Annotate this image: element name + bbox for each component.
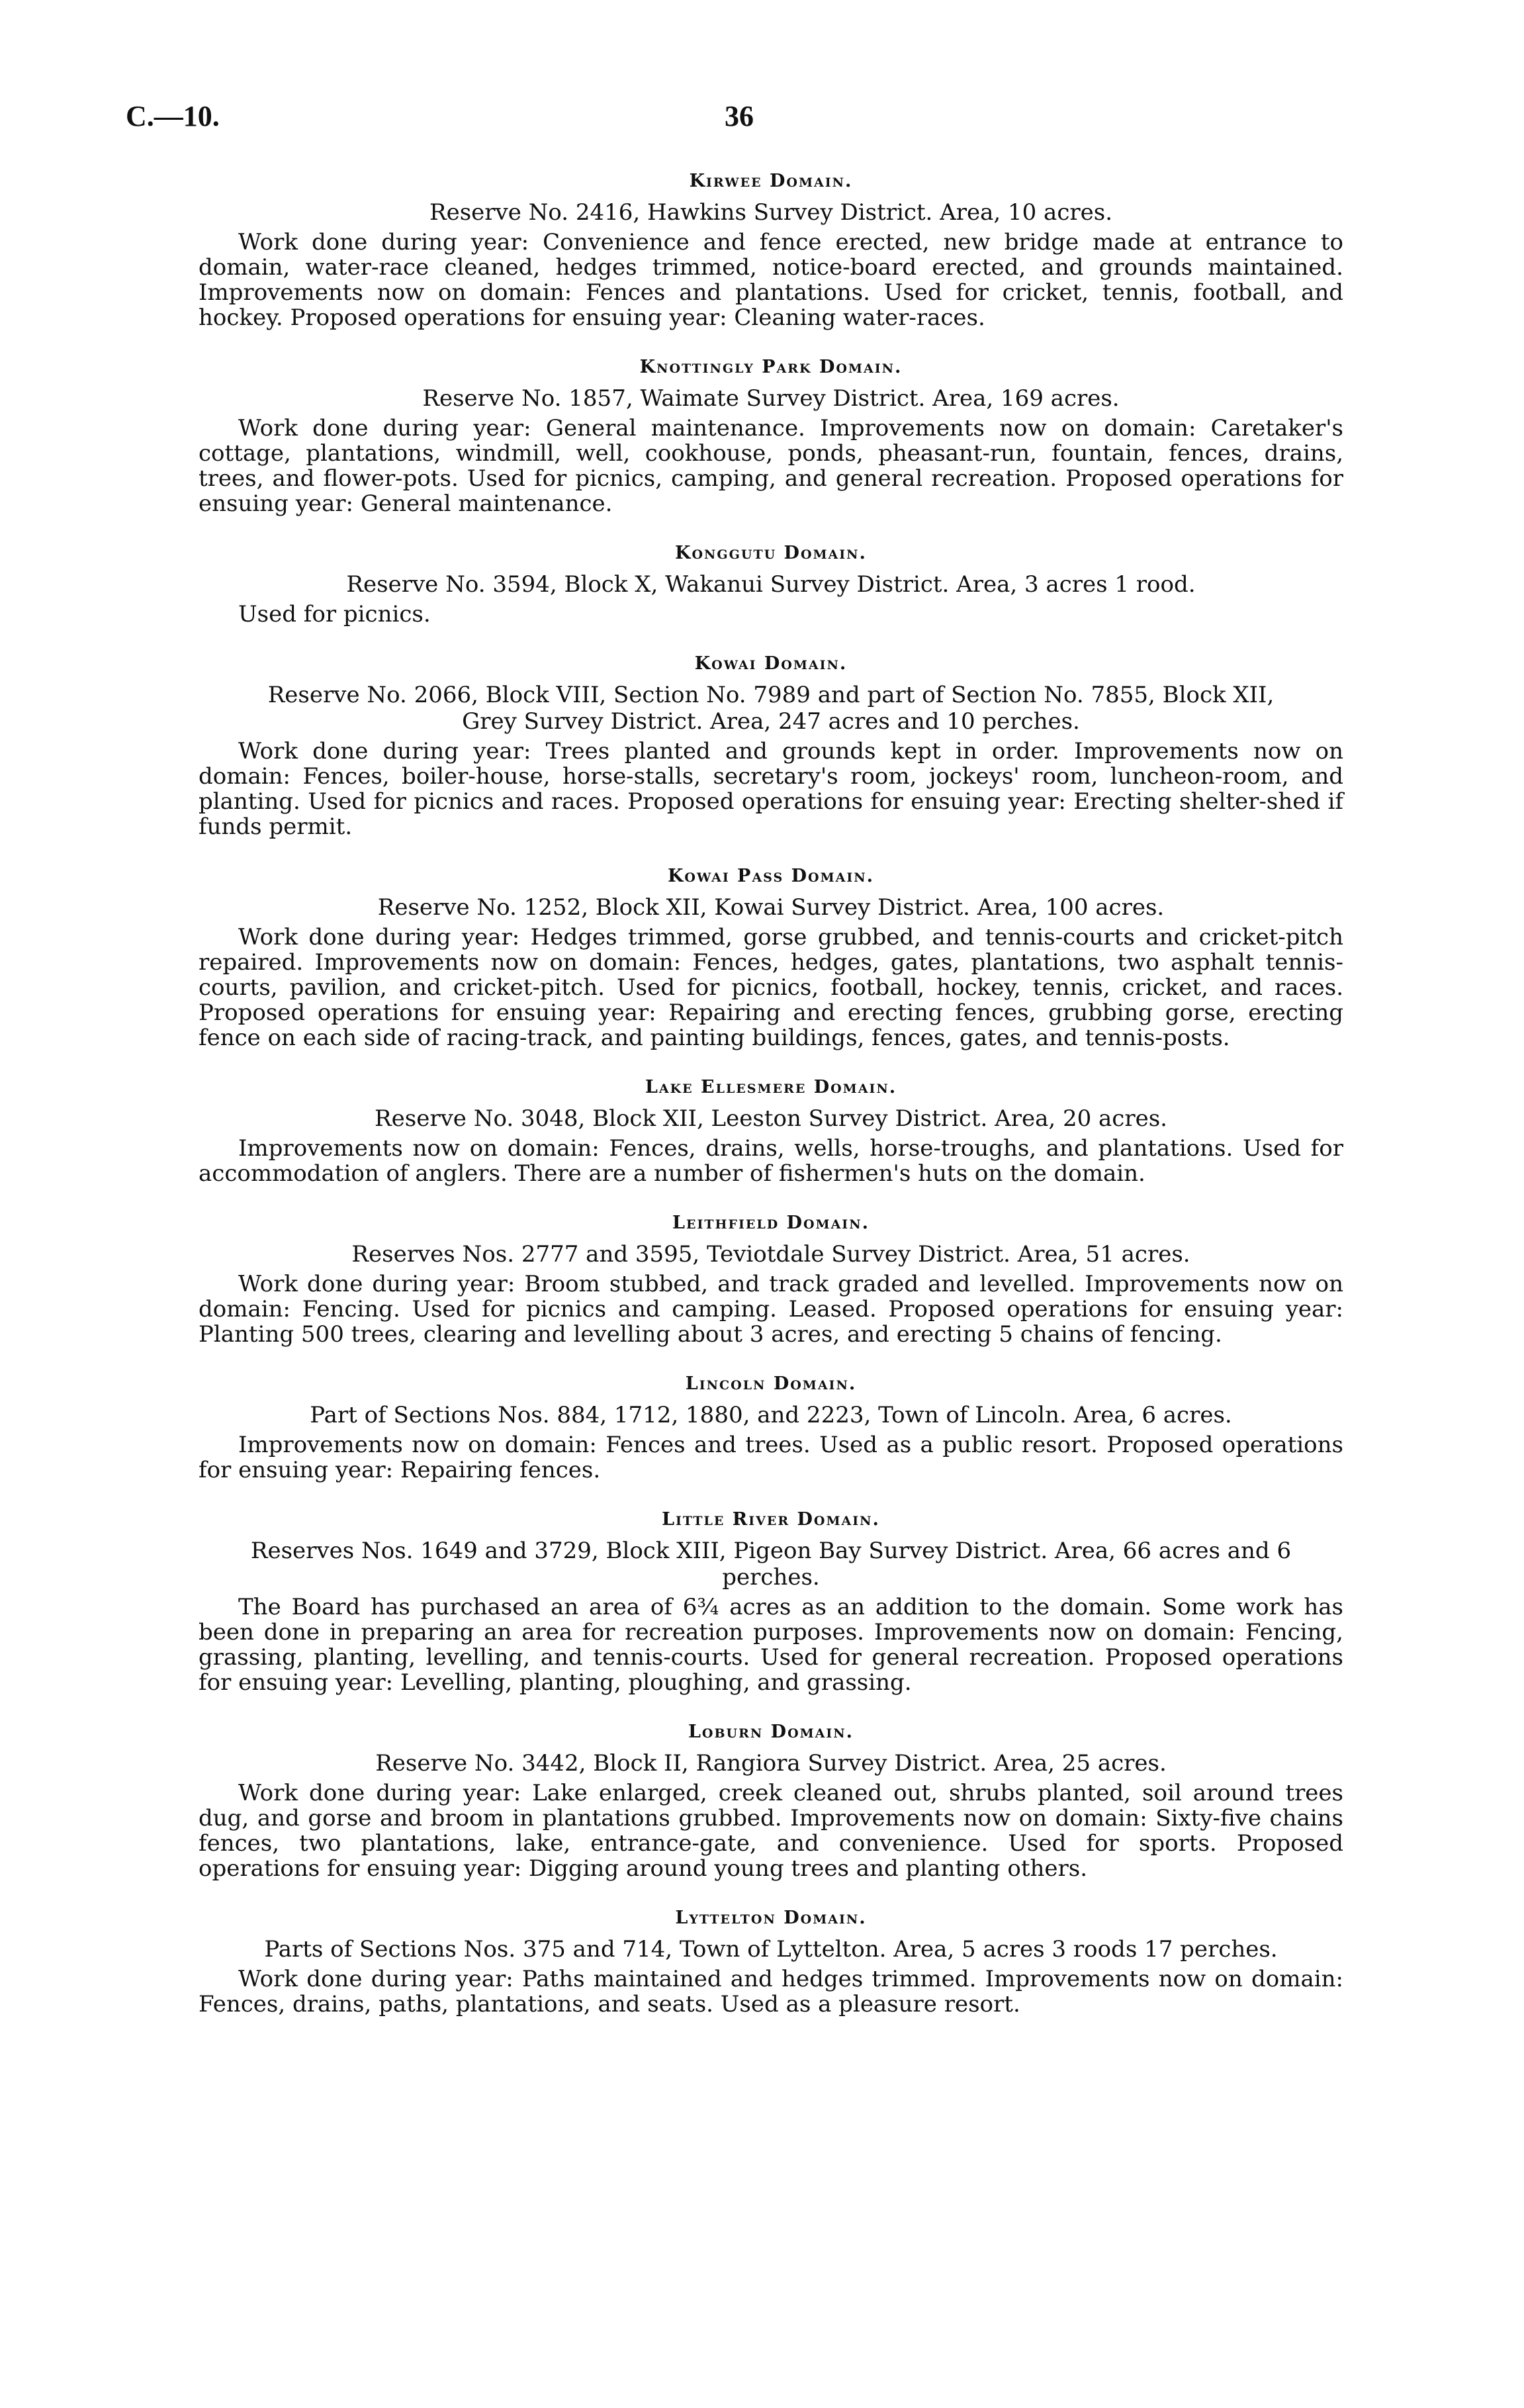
reserve-line: Reserves Nos. 2777 and 3595, Teviotdale Survey District. Area, 51 acres.	[351, 1241, 1190, 1268]
section-kirwee-domain	[199, 171, 1343, 330]
section-title: Kowai Pass Domain.	[667, 866, 875, 886]
page-content	[199, 171, 1343, 2043]
section-kowai-pass-domain	[199, 866, 1343, 1050]
reserve-line: Reserve No. 1252, Block XII, Kowai Survey District. Area, 100 acres.	[377, 894, 1165, 921]
section-title: Lyttelton Domain.	[675, 1908, 867, 1928]
section-title: Lake Ellesmere Domain.	[645, 1077, 897, 1097]
reserve-line: Reserve No. 2416, Hawkins Survey District. Area, 10 acres.	[429, 199, 1113, 226]
reserve-line: Part of Sections Nos. 884, 1712, 1880, and 2223, Town of Lincoln. Area, 6 acres.	[310, 1402, 1232, 1428]
reserve-line: Parts of Sections Nos. 375 and 714, Town of Lyttelton. Area, 5 acres 3 roods 17 perches.	[264, 1936, 1278, 1963]
section-text: Used for picnics.	[238, 601, 431, 627]
page-number: 36	[725, 100, 754, 132]
section-title: Konggutu Domain.	[675, 543, 867, 563]
section-lincoln-domain	[199, 1373, 1343, 1483]
section-text: Improvements now on domain: Fences and trees. Used as a public resort. Proposed operations for ensuing year: Repairing fences.	[199, 1432, 1343, 1483]
document-code: C.—10.	[126, 100, 220, 132]
section-title: Knottingly Park Domain.	[639, 357, 903, 377]
section-text: Work done during year: Convenience and fence erected, new bridge made at entrance to domain, water-race cleaned, hedges trimmed, notice-board erected, and grounds maintained. Improvements now on domain: Fences and plantations. Used for cricket, tennis, football, and hockey. Proposed operations for ensuing year: Cleaning water-races.	[199, 229, 1343, 331]
section-leithfield-domain	[199, 1213, 1343, 1347]
section-lyttelton-domain	[199, 1908, 1343, 2017]
reserve-line: Reserve No. 3594, Block X, Wakanui Survey District. Area, 3 acres 1 rood.	[346, 571, 1196, 598]
reserve-line: Reserve No. 1857, Waimate Survey District. Area, 169 acres.	[422, 385, 1120, 412]
reserve-line: Reserve No. 3442, Block II, Rangiora Survey District. Area, 25 acres.	[375, 1750, 1167, 1777]
section-text: Work done during year: Trees planted and grounds kept in order. Improvements now on domain: Fences, boiler-house, horse-stalls, secretary's room, jockeys' room, luncheon-room, and planting. Used for picnics and races. Proposed operations for ensuing year: Erecting shelter-shed if funds permit.	[199, 738, 1343, 840]
section-text: Work done during year: Paths maintained and hedges trimmed. Improvements now on domain: Fences, drains, paths, plantations, and seats. Used as a pleasure resort.	[199, 1966, 1343, 2017]
reserve-line: Reserves Nos. 1649 and 3729, Block XIII, Pigeon Bay Survey District. Area, 66 acres and 6 perches.	[250, 1538, 1292, 1591]
section-text: The Board has purchased an area of 6¾ acres as an addition to the domain. Some work has been done in preparing an area for recreation purposes. Improvements now on domain: Fencing, grassing, planting, levelling, and tennis-courts. Used for general recreation. Proposed operations for ensuing year: Levelling, planting, ploughing, and grassing.	[199, 1594, 1343, 1696]
section-knottingly-park-domain	[199, 357, 1343, 516]
section-lake-ellesmere-domain	[199, 1077, 1343, 1186]
section-little-river-domain	[199, 1509, 1343, 1695]
section-title: Little River Domain.	[662, 1509, 880, 1530]
reserve-line: Reserve No. 2066, Block VIII, Section No. 7989 and part of Section No. 7855, Block XII, Grey Survey District. Area, 247 acres and 10 perches.	[267, 682, 1275, 735]
section-kongutu-domain	[199, 543, 1343, 627]
section-text: Work done during year: Hedges trimmed, gorse grubbed, and tennis-courts and cricket-pitch repaired. Improvements now on domain: Fences, hedges, gates, plantations, two asphalt tennis-courts, pavilion, and cricket-pitch. Used for picnics, football, hockey, tennis, cricket, and races. Proposed operations for ensuing year: Repairing and erecting fences, grubbing gorse, erecting fence on each side of racing-track, and painting buildings, fences, gates, and tennis-posts.	[199, 924, 1343, 1051]
section-title: Leithfield Domain.	[672, 1213, 870, 1233]
section-text: Work done during year: Lake enlarged, creek cleaned out, shrubs planted, soil around trees dug, and gorse and broom in plantations grubbed. Improvements now on domain: Sixty-five chains fences, two plantations, lake, entrance-gate, and convenience. Used for sports. Proposed operations for ensuing year: Digging around young trees and planting others.	[199, 1780, 1343, 1882]
reserve-line: Reserve No. 3048, Block XII, Leeston Survey District. Area, 20 acres.	[375, 1105, 1167, 1132]
section-loburn-domain	[199, 1722, 1343, 1881]
page-header	[126, 99, 1350, 152]
section-kowai-domain	[199, 653, 1343, 839]
section-text: Work done during year: Broom stubbed, and track graded and levelled. Improvements now on domain: Fencing. Used for picnics and camping. Leased. Proposed operations for ensuing year: Planting 500 trees, clearing and levelling about 3 acres, and erecting 5 chains of fencing.	[199, 1271, 1343, 1348]
section-title: Loburn Domain.	[688, 1722, 854, 1742]
section-title: Lincoln Domain.	[685, 1373, 857, 1394]
section-title: Kirwee Domain.	[689, 171, 853, 191]
section-title: Kowai Domain.	[694, 653, 848, 674]
section-text: Improvements now on domain: Fences, drains, wells, horse-troughs, and plantations. Used for accommodation of anglers. There are a number of fishermen's huts on the domain.	[199, 1135, 1343, 1187]
section-text: Work done during year: General maintenance. Improvements now on domain: Caretaker's cottage, plantations, windmill, well, cookhouse, ponds, pheasant-run, fountain, fences, drains, trees, and flower-pots. Used for picnics, camping, and general recreation. Proposed operations for ensuing year: General maintenance.	[199, 415, 1343, 517]
